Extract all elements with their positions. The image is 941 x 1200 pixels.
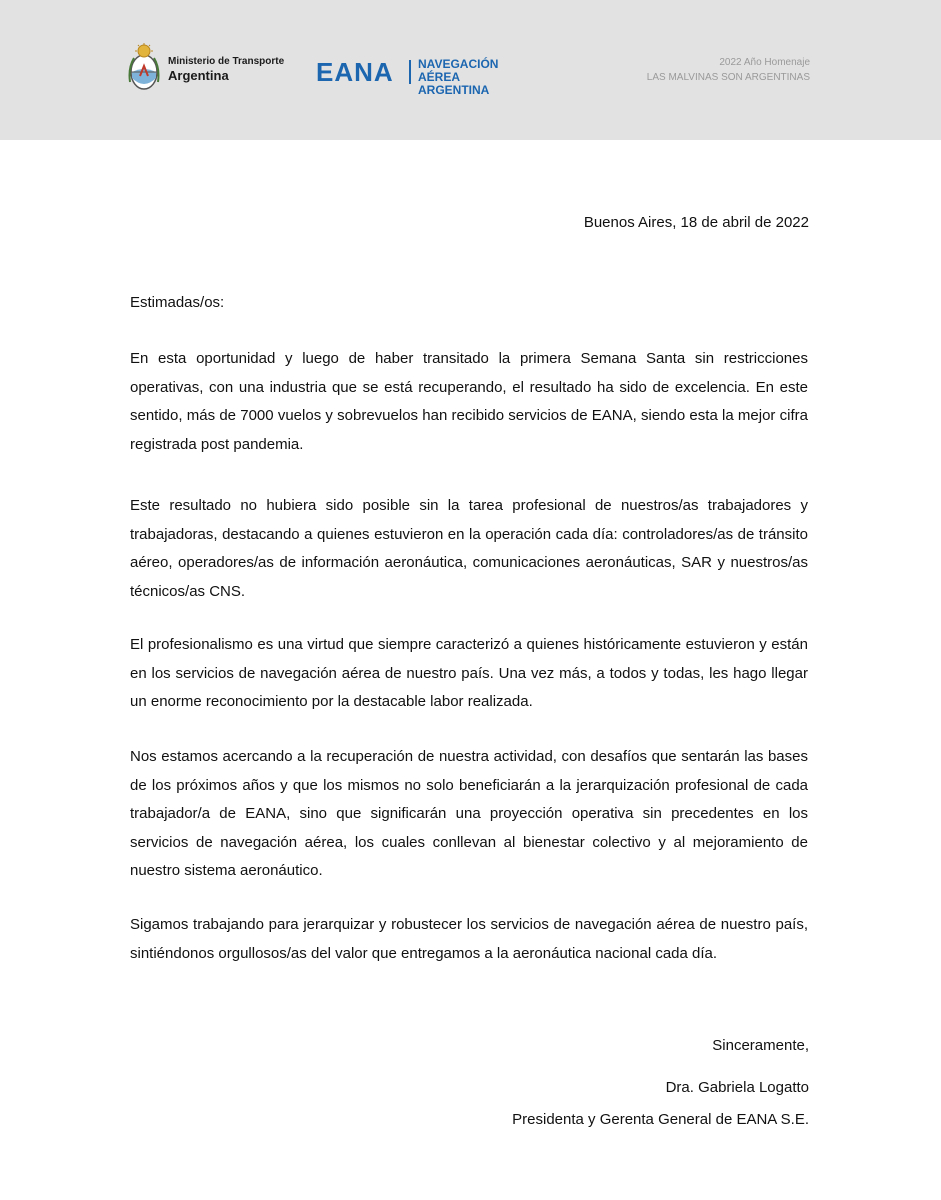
eana-tagline	[418, 58, 498, 98]
letter-paragraph: El profesionalismo es una virtud que siempre caracterizó a quienes históricamente estuvieron y están en los servicios de navegación aérea de nuestro país. Una vez más, a todos y todas, les hago llegar un enorme reconocimiento por la destacable labor realizada.	[130, 636, 808, 710]
letter-paragraph: Este resultado no hubiera sido posible sin la tarea profesional de nuestros/as trabajadores y trabajadoras, destacando a quienes estuvieron en la operación cada día: controladores/as de tránsito aéreo, operadores/as de información aeronáutica, comunicaciones aeronáuticas, SAR y nuestros/as técnicos/as CNS.	[130, 497, 808, 600]
letter-greeting: Estimadas/os:	[130, 294, 225, 311]
letter-paragraph: En esta oportunidad y luego de haber transitado la primera Semana Santa sin restricciones operativas, con una industria que se está recuperando, el resultado ha sido de excelencia. En este sentido, más de 7000 vuelos y sobrevuelos han recibido servicios de EANA, siendo esta la mejor cifra registrada post pandemia.	[130, 350, 808, 453]
letter-closing: Sinceramente,	[712, 1037, 809, 1054]
eana-tagline-line1: NAVEGACIÓN	[418, 57, 499, 71]
letter-date: Buenos Aires, 18 de abril de 2022	[583, 214, 809, 231]
ministry-logo-text	[168, 56, 284, 83]
homage-subtitle: LAS MALVINAS SON ARGENTINAS	[646, 71, 810, 83]
signer-role: Presidenta y Gerenta General de EANA S.E.	[512, 1111, 809, 1128]
letter-paragraph: Sigamos trabajando para jerarquizar y robustecer los servicios de navegación aérea de nuestro país, sintiéndonos orgullosos/as del valor que entregamos a la aeronáutica nacional cada día.	[130, 916, 808, 962]
letterhead	[0, 0, 941, 140]
homage-title: 2022 Año Homenaje	[719, 57, 810, 68]
year-homage	[647, 56, 810, 85]
letter-paragraph: Nos estamos acercando a la recuperación de nuestra actividad, con desafíos que sentarán las bases de los próximos años y que los mismos no solo beneficiarán a la jerarquización profesional de cada trabajador/a de EANA, sino que significarán una proyección operativa sin precedentes en los servicios de navegación aérea, los cuales conllevan al bienestar colectivo y al mejoramiento de nuestro sistema aeronáutico.	[130, 748, 808, 879]
national-coat-of-arms-icon	[128, 42, 160, 94]
ministry-country: Argentina	[168, 67, 229, 83]
eana-brand: EANA	[316, 57, 394, 87]
eana-logo-divider	[409, 60, 411, 84]
ministry-name: Ministerio de Transporte	[168, 56, 285, 67]
eana-tagline-line2: AÉREA ARGENTINA	[418, 70, 490, 98]
signer-name: Dra. Gabriela Logatto	[665, 1079, 809, 1096]
